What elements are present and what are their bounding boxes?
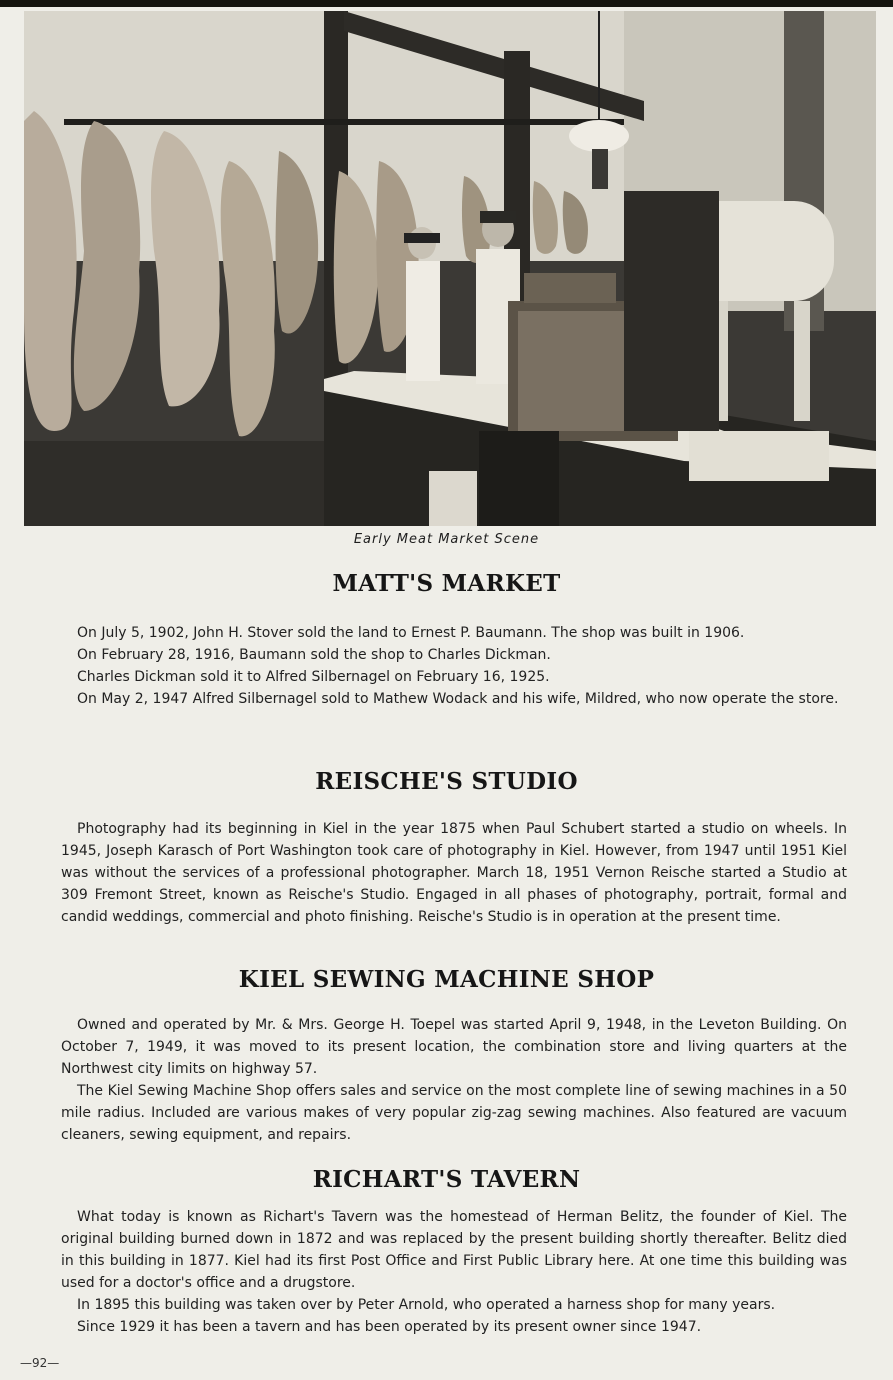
- page-top-edge: [0, 0, 893, 7]
- paragraph: Charles Dickman sold it to Alfred Silbernagel on February 16, 1925.: [77, 669, 550, 685]
- section-body-matts-market: [61, 622, 847, 710]
- section-heading-richarts-tavern: RICHART'S TAVERN: [312, 1166, 581, 1193]
- paragraph: What today is known as Richart's Tavern was the homestead of Herman Belitz, the founder of Kiel. The original building burned down in 1872 and was replaced by the present building shortly thereafter. Belitz died in this building in 1877. Kiel had its first Post Office and First Public Library here. At one time this building was used for a doctor's office and a drugstore.: [61, 1209, 847, 1291]
- section-heading-reisches-studio: REISCHE'S STUDIO: [315, 768, 578, 795]
- paragraph: Photography had its beginning in Kiel in the year 1875 when Paul Schubert started a studio on wheels. In 1945, Joseph Karasch of Port Washington took care of photography in Kiel. However, from 1947 until 1951 Kiel was without the services of a professional photographer. March 18, 1951 Vernon Reische started a Studio at 309 Fremont Street, known as Reische's Studio. Engaged in all phases of photography, portrait, formal and candid weddings, commercial and photo finishing. Reische's Studio is in operation at the present time.: [61, 821, 847, 925]
- section-heading-matts-market: MATT'S MARKET: [332, 570, 561, 597]
- page-number: —92—: [20, 1356, 60, 1370]
- paragraph: The Kiel Sewing Machine Shop offers sales and service on the most complete line of sewing machines in a 50 mile radius. Included are various makes of very popular zig-zag sewing machines. Also featured are vacuum cleaners, sewing equipment, and repairs.: [61, 1083, 847, 1143]
- paragraph: On May 2, 1947 Alfred Silbernagel sold to Mathew Wodack and his wife, Mildred, who now operate the store.: [77, 691, 839, 707]
- paragraph: In 1895 this building was taken over by Peter Arnold, who operated a harness shop for many years.: [77, 1297, 776, 1313]
- section-body-richarts-tavern: [61, 1206, 847, 1338]
- paragraph: Since 1929 it has been a tavern and has been operated by its present owner since 1947.: [77, 1319, 702, 1335]
- section-heading-kiel-sewing-machine-shop: KIEL SEWING MACHINE SHOP: [238, 966, 655, 993]
- paragraph: On July 5, 1902, John H. Stover sold the land to Ernest P. Baumann. The shop was built in 1906.: [77, 625, 745, 641]
- paragraph: Owned and operated by Mr. & Mrs. George H. Toepel was started April 9, 1948, in the Leveton Building. On October 7, 1949, it was moved to its present location, the combination store and living quarters at the Northwest city limits on highway 57.: [61, 1017, 847, 1077]
- photo-caption: Early Meat Market Scene: [353, 532, 540, 547]
- section-body-reisches-studio: [61, 818, 847, 928]
- meat-market-photo: [24, 11, 876, 526]
- paragraph: On February 28, 1916, Baumann sold the shop to Charles Dickman.: [77, 647, 551, 663]
- section-body-kiel-sewing-machine-shop: [61, 1014, 847, 1146]
